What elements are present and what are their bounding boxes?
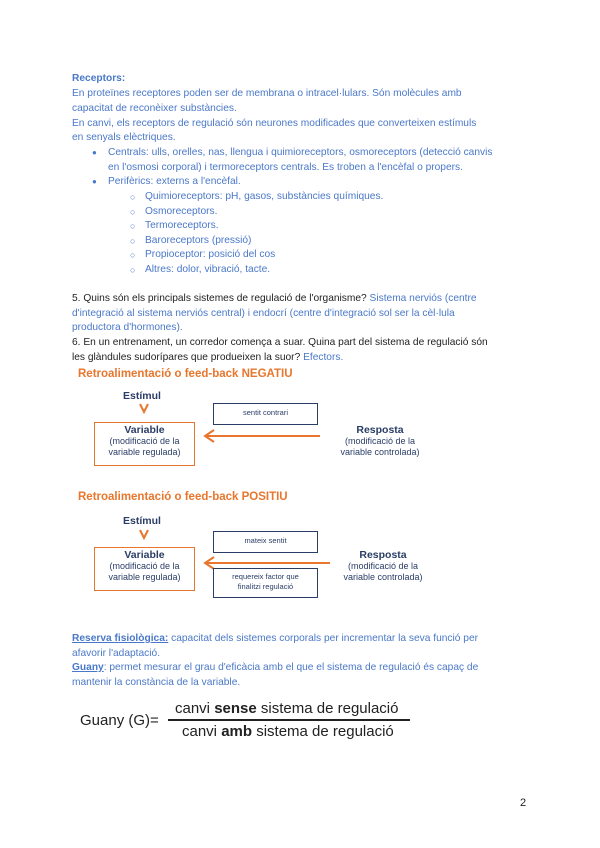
question-6: 6. En un entrenament, un corredor comença a suar. Quina part del sistema de regulació són les glàndules sudorípares que produeixen la suor? Efectors. bbox=[72, 337, 488, 363]
positive-end-factor-box: requereix factor que finalitzi regulació bbox=[213, 568, 318, 598]
receptors-line2: capacitat de reconèixer substàncies. bbox=[72, 103, 237, 114]
list-item: ● Perifèrics: externs a l'encèfal. bbox=[92, 175, 532, 190]
list-item: ○ Baroreceptors (pressió) bbox=[130, 234, 383, 249]
negative-stimulus-label: Estímul bbox=[123, 390, 161, 402]
formula-numerator: canvi sense sistema de regulació bbox=[175, 700, 399, 717]
list-item: ○ Altres: dolor, vibració, tacte. bbox=[130, 263, 383, 278]
reserva-paragraph: Reserva fisiològica: capacitat dels sistemes corporals per incrementar la seva funció per afavorir l'adaptació. bbox=[72, 633, 479, 659]
formula-denominator: canvi amb sistema de regulació bbox=[182, 723, 394, 740]
guany-label: Guany bbox=[72, 662, 104, 673]
formula-lhs: Guany (G)= bbox=[80, 712, 159, 729]
pos-stimulus-arrow bbox=[140, 530, 148, 538]
reserva-label: Reserva fisiològica: bbox=[72, 633, 169, 644]
positive-feedback-title: Retroalimentació o feed-back POSITIU bbox=[78, 491, 288, 503]
list-item: ○ Osmoreceptors. bbox=[130, 205, 383, 220]
list-item: ○ Termoreceptors. bbox=[130, 219, 383, 234]
negative-response: Resposta (modificació de la variable controlada) bbox=[340, 424, 420, 457]
negative-feedback-title: Retroalimentació o feed-back NEGATIU bbox=[78, 368, 293, 380]
formula-fraction-bar bbox=[168, 719, 410, 721]
positive-variable-box: Variable (modificació de la variable regulada) bbox=[94, 547, 195, 591]
list-item: ● Centrals: ulls, orelles, nas, llengua i quimioreceptors, osmoreceptors (detecció canvis en l'osmosi corporal) i termoreceptors centrals. Es troben a l'encèfal o propers. bbox=[92, 146, 532, 175]
guany-paragraph: Guany: permet mesurar el grau d'eficàcia amb el que el sistema de regulació és capaç de mantenir la constància de la variable. bbox=[72, 662, 479, 688]
neg-stimulus-arrow bbox=[140, 404, 148, 412]
negative-variable-box: Variable (modificació de la variable regulada) bbox=[94, 422, 195, 466]
receptors-line4: en senyals elèctriques. bbox=[72, 132, 176, 143]
list-item: ○ Propioceptor: posició del cos bbox=[130, 248, 383, 263]
list-item: ○ Quimioreceptors: pH, gasos, substàncies químiques. bbox=[130, 190, 383, 205]
receptors-line3: En canvi, els receptors de regulació són neurones modificades que converteixen estímuls bbox=[72, 118, 477, 129]
positive-response: Resposta (modificació de la variable controlada) bbox=[343, 549, 423, 582]
page-number: 2 bbox=[520, 797, 527, 809]
positive-stimulus-label: Estímul bbox=[123, 515, 161, 527]
receptors-heading: Receptors: bbox=[72, 73, 126, 84]
receptors-line1: En proteïnes receptores poden ser de membrana o intracel·lulars. Són molècules amb bbox=[72, 88, 462, 99]
positive-direction-box: mateix sentit bbox=[213, 531, 318, 553]
question-5: 5. Quins són els principals sistemes de regulació de l'organisme? Sistema nerviós (centre d'integració al sistema nerviós central) i endocrí (centre d'integració sol ser la cèl·lula productora d'hormones). bbox=[72, 293, 477, 334]
negative-direction-box: sentit contrari bbox=[213, 403, 318, 425]
